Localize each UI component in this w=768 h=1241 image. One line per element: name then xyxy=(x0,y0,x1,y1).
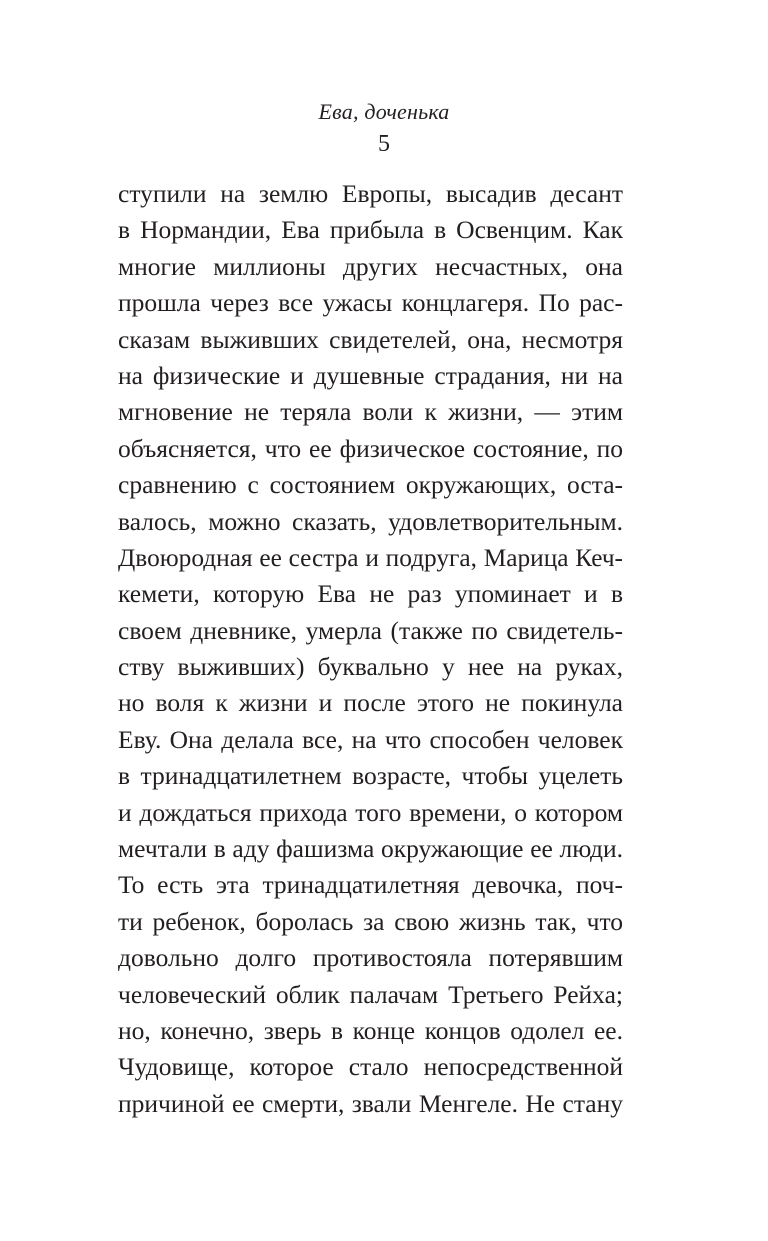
text-line: ступили на землю Европы, высадив десант xyxy=(118,179,623,208)
text-line: То есть эта тринадцатилетняя девочка, поч- xyxy=(118,870,623,900)
text-line: Двоюродная ее сестра и подруга, Марица Кеч- xyxy=(118,543,623,572)
text-line: человеческий облик палачам Третьего Рейха; xyxy=(118,979,623,1009)
body-text xyxy=(118,176,623,1122)
text-line: Чудовище, которое стало непосредственной xyxy=(118,1052,623,1082)
text-line: причиной ее смерти, звали Менгеле. Не стану xyxy=(118,1088,623,1118)
text-line: своем дневнике, умерла (также по свидетель- xyxy=(118,615,623,645)
text-line: объясняется, что ее физическое состояние, по xyxy=(118,433,623,463)
text-line: сравнению с состоянием окружающих, оста- xyxy=(118,470,623,500)
text-line: довольно долго противостояла потерявшим xyxy=(118,943,623,973)
page-header xyxy=(0,98,768,159)
text-line: сказам выживших свидетелей, она, несмотря xyxy=(118,324,623,354)
text-line: но воля к жизни и после этого не покинула xyxy=(118,688,623,718)
page-number: 5 xyxy=(378,131,390,157)
text-line: в тринадцатилетнем возрасте, чтобы уцелеть xyxy=(118,761,623,791)
text-line: мгновение не теряла воли к жизни, — этим xyxy=(118,397,623,427)
text-line: прошла через все ужасы концлагеря. По рас- xyxy=(118,288,623,318)
text-line: ти ребенок, боролась за свою жизнь так, что xyxy=(118,906,623,936)
text-line: в Нормандии, Ева прибыла в Освенцим. Как xyxy=(118,215,623,245)
text-line: ству выживших) буквально у нее на руках, xyxy=(118,652,623,682)
text-line: но, конечно, зверь в конце концов одолел ее. xyxy=(118,1015,623,1045)
text-line: мечтали в аду фашизма окружающие ее люди. xyxy=(118,834,623,864)
text-line: и дождаться прихода того времени, о котором xyxy=(118,797,623,827)
text-line: Еву. Она делала все, на что способен человек xyxy=(118,724,623,754)
text-line: валось, можно сказать, удовлетворительным. xyxy=(118,506,623,536)
text-line: на физические и душевные страдания, ни на xyxy=(118,360,623,390)
running-title: Ева, доченька xyxy=(318,99,450,124)
text-line: многие миллионы других несчастных, она xyxy=(118,251,623,281)
text-line: кемети, которую Ева не раз упоминает и в xyxy=(118,579,623,609)
